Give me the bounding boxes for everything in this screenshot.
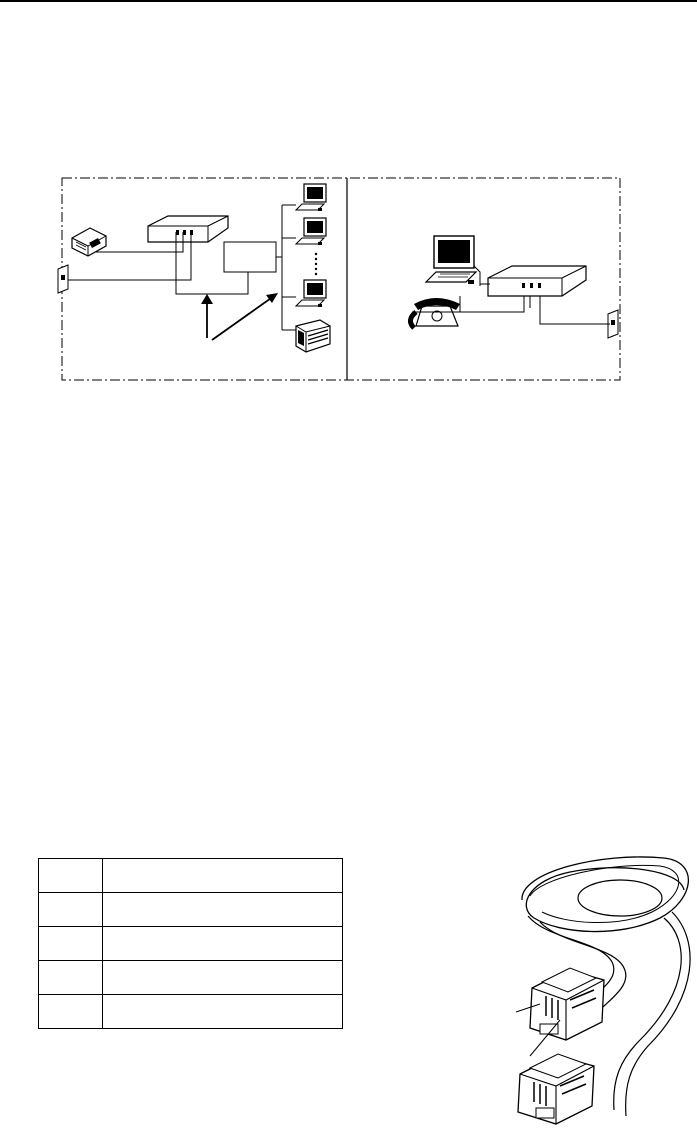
computer-icon bbox=[296, 280, 326, 307]
pin-cell bbox=[39, 859, 103, 893]
pin-cell bbox=[39, 995, 103, 1029]
pin-cell bbox=[39, 927, 103, 961]
table-row bbox=[39, 995, 343, 1029]
pin-cell bbox=[39, 893, 103, 927]
hub-box bbox=[224, 242, 276, 272]
more-dots bbox=[315, 253, 317, 275]
cable-loop-inner bbox=[578, 880, 662, 916]
signal-cell bbox=[103, 961, 343, 995]
signal-cell bbox=[103, 995, 343, 1029]
signal-cell bbox=[103, 859, 343, 893]
signal-cell bbox=[103, 927, 343, 961]
table-row bbox=[39, 859, 343, 893]
rj11-plug-icon bbox=[530, 968, 604, 1040]
table-row bbox=[39, 927, 343, 961]
computer-icon bbox=[426, 236, 480, 286]
pin-cell bbox=[39, 961, 103, 995]
modem-icon bbox=[488, 266, 586, 296]
wall-jack-icon bbox=[58, 265, 68, 293]
table-row bbox=[39, 961, 343, 995]
printer-icon bbox=[296, 320, 330, 352]
rj11-plug-icon bbox=[518, 1054, 594, 1124]
top-rule bbox=[0, 0, 697, 2]
arrow-diagonal bbox=[212, 296, 274, 340]
rj11-cable-illustration bbox=[500, 850, 697, 1132]
pin-table bbox=[38, 858, 343, 1029]
telephone-icon bbox=[410, 298, 460, 328]
computer-icon bbox=[296, 184, 326, 211]
signal-cell bbox=[103, 893, 343, 927]
modem-icon bbox=[148, 216, 228, 242]
table-row bbox=[39, 893, 343, 927]
computer-icon bbox=[296, 218, 326, 245]
network-diagram bbox=[0, 170, 697, 390]
pin-table-wrap bbox=[38, 858, 343, 1029]
